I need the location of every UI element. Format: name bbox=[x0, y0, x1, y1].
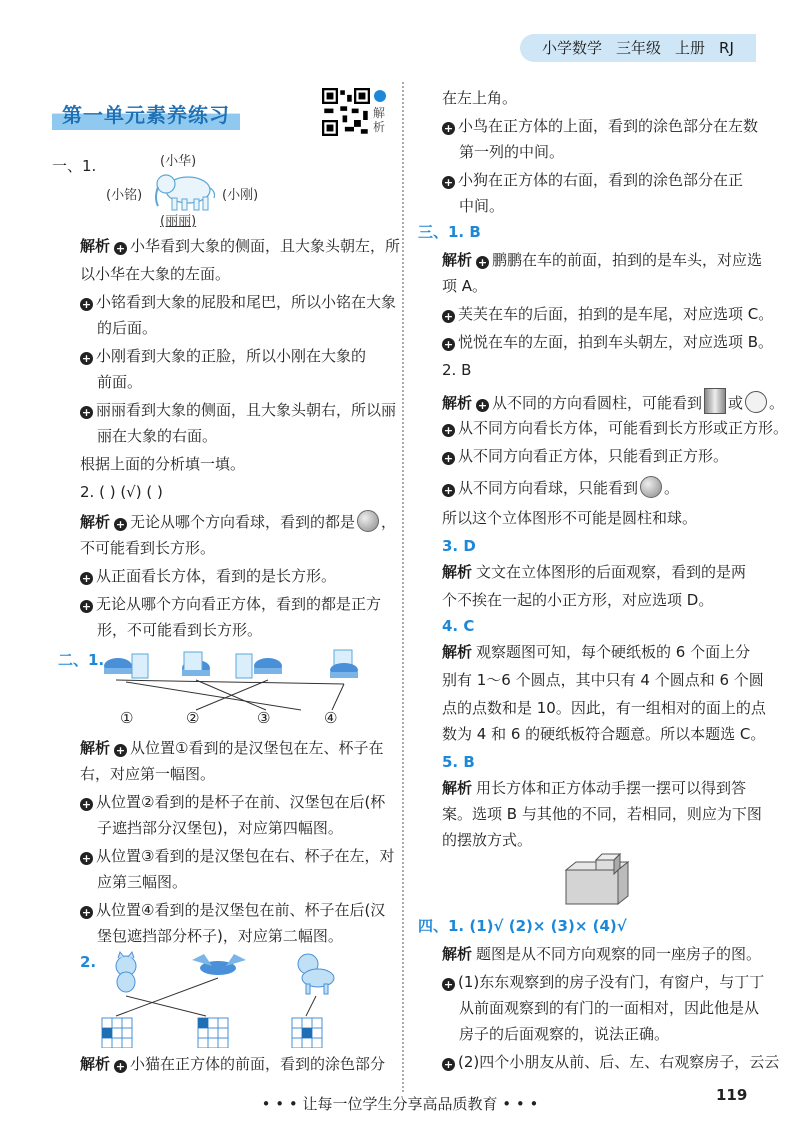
analysis-label: 解析 bbox=[442, 945, 473, 963]
text-line: 堡包遮挡部分杯子)，对应第二幅图。 bbox=[97, 927, 343, 945]
text-line: 从位置④看到的是汉堡包在前、杯子在后(汉 bbox=[96, 901, 386, 919]
text-line: 或 bbox=[728, 394, 744, 412]
burger-cup-matching-figure bbox=[96, 648, 386, 726]
bullet-icon: + bbox=[81, 798, 92, 811]
text-line: 无论从哪个方向看球，看到的都是 bbox=[130, 513, 356, 531]
q3-4-analysis bbox=[442, 642, 750, 662]
sphere-icon bbox=[357, 510, 379, 532]
burger-cup-view-3 bbox=[236, 654, 282, 678]
text-line: (1)东东观察到的房子没有门，有窗户，与丁丁 bbox=[458, 973, 765, 991]
bullet-icon: + bbox=[443, 176, 454, 189]
text-line bbox=[442, 1052, 779, 1072]
text-line: 第一列的中间。 bbox=[459, 143, 565, 161]
position-2: ② bbox=[186, 709, 200, 727]
text-line: 芙芙在车的后面，拍到的是车尾，对应选项 C。 bbox=[458, 305, 774, 323]
header-volume: 上册 bbox=[675, 39, 706, 57]
header-grade: 三年级 bbox=[616, 39, 662, 57]
bullet-icon: + bbox=[443, 484, 454, 497]
circle-icon bbox=[745, 391, 767, 413]
position-1: ① bbox=[120, 709, 134, 727]
text-line: 房子的后面观察的，说法正确。 bbox=[459, 1025, 670, 1043]
bullet-icon: + bbox=[443, 452, 454, 465]
elephant-icon bbox=[152, 170, 218, 212]
bullet-icon: + bbox=[115, 518, 126, 531]
text-line: 在左上角。 bbox=[442, 89, 518, 107]
qr-code-icon[interactable] bbox=[322, 88, 370, 136]
text-line bbox=[80, 594, 381, 614]
text-line: 。 bbox=[769, 394, 785, 412]
position-3: ③ bbox=[257, 709, 271, 727]
text-line: 前面。 bbox=[97, 373, 143, 391]
analysis-label: 解析 bbox=[80, 1055, 111, 1073]
bullet-icon: + bbox=[81, 352, 92, 365]
bird-icon bbox=[192, 954, 246, 975]
cat-icon bbox=[116, 952, 136, 992]
q3-1-label: 三、1. B bbox=[418, 223, 481, 241]
footer-slogan: • • • 让每一位学生分享高品质教育 • • • bbox=[261, 1095, 539, 1113]
answer-text: 2. ( ) (√) ( ) bbox=[80, 483, 163, 501]
label-xiaogang: (小刚) bbox=[222, 188, 259, 203]
rectangle-icon bbox=[704, 388, 726, 414]
text-line: 小铭看到大象的屁股和尾巴，所以小铭在大象 bbox=[96, 293, 397, 311]
text-line: 从位置①看到的是汉堡包在左、杯子在 bbox=[130, 739, 384, 757]
q3-2-label: 2. B bbox=[442, 361, 472, 379]
bullet-icon: + bbox=[81, 600, 92, 613]
text-line: 鹏鹏在车的前面，拍到的是车头，对应选 bbox=[492, 251, 763, 269]
bullet-icon: + bbox=[443, 978, 454, 991]
bullet-icon: + bbox=[81, 298, 92, 311]
analysis-label: 解析 bbox=[442, 394, 473, 412]
text-line bbox=[442, 476, 679, 498]
text-line: 所以这个立体图形不可能是圆柱和球。 bbox=[442, 509, 698, 527]
column-divider bbox=[402, 82, 404, 1092]
q3-5-analysis bbox=[442, 778, 746, 798]
text-line: 从正面看长方体，看到的是长方形。 bbox=[96, 567, 337, 585]
q2-1-label: 二、1. bbox=[58, 651, 105, 669]
text-line: 点的点数和是 10。因此，有一组相对的面上的点 bbox=[442, 699, 766, 717]
bullet-icon: + bbox=[81, 406, 92, 419]
label-xiaohua: (小华) bbox=[160, 154, 197, 169]
bullet-icon: + bbox=[115, 242, 126, 255]
text-line: 观察题图可知，每个硬纸板的 6 个面上分 bbox=[476, 643, 751, 661]
q2-1-analysis bbox=[80, 738, 383, 758]
q3-1-analysis bbox=[442, 250, 762, 270]
page-number: 119 bbox=[716, 1086, 748, 1104]
analysis-label: 解析 bbox=[80, 237, 111, 255]
q3-3-analysis bbox=[442, 562, 746, 582]
text-line: 右，对应第一幅图。 bbox=[80, 765, 216, 783]
text-line bbox=[80, 400, 396, 420]
text-line: 小狗在正方体的右面，看到的涂色部分在正 bbox=[458, 171, 744, 189]
text-line bbox=[80, 846, 394, 866]
text-line: 小华看到大象的侧面，且大象头朝左，所 bbox=[130, 237, 401, 255]
bullet-icon: + bbox=[443, 424, 454, 437]
cube-face-2 bbox=[198, 1018, 228, 1048]
text-line: 小鸟在正方体的上面，看到的涂色部分在左数 bbox=[458, 117, 759, 135]
q2-2-analysis bbox=[80, 1054, 385, 1074]
text-line: 文文在立体图形的后面观察，看到的是两 bbox=[476, 563, 747, 581]
bullet-icon: + bbox=[477, 256, 488, 269]
text-line bbox=[80, 346, 366, 366]
q1-2-label bbox=[80, 482, 163, 502]
bullet-icon: + bbox=[81, 906, 92, 919]
text-line: 用长方体和正方体动手摆一摆可以得到答 bbox=[476, 779, 747, 797]
text-line: 项 A。 bbox=[442, 277, 488, 295]
text-line: 形，不可能看到长方形。 bbox=[97, 621, 263, 639]
text-line bbox=[442, 170, 743, 190]
text-line bbox=[442, 972, 764, 992]
header-bar bbox=[520, 34, 756, 62]
bullet-icon: + bbox=[115, 744, 126, 757]
label-xiaoming: (小铭) bbox=[106, 188, 143, 203]
text-line: 丽在大象的右面。 bbox=[97, 427, 218, 445]
text-line: ， bbox=[381, 513, 397, 531]
bullet-icon: + bbox=[115, 1060, 126, 1073]
analysis-label: 解析 bbox=[80, 513, 111, 531]
animals-cubes-figure bbox=[96, 950, 386, 1048]
text-line bbox=[442, 304, 773, 324]
bullet-icon: + bbox=[443, 310, 454, 323]
bullet-icon: + bbox=[443, 122, 454, 135]
text-line: 案。选项 B 与其他的不同，若相同，则应为下图 bbox=[442, 805, 762, 823]
burger-cup-view-2 bbox=[182, 652, 210, 676]
text-line: 别有 1～6 个圆点，其中只有 4 个圆点和 6 个圆 bbox=[442, 671, 764, 689]
q4-1-label bbox=[418, 916, 627, 936]
text-line: 。 bbox=[664, 479, 680, 497]
q1-1-analysis bbox=[80, 236, 400, 256]
text-line bbox=[442, 116, 758, 136]
header-edition: RJ bbox=[719, 39, 734, 57]
analysis-label: 解析 bbox=[442, 563, 473, 581]
q3-2-analysis bbox=[442, 388, 784, 414]
text-line bbox=[80, 292, 396, 312]
block-arrangement-figure bbox=[562, 852, 632, 906]
text-line: 从不同方向看长方体，可能看到长方形或正方形。 bbox=[458, 419, 789, 437]
text-line: 小猫在正方体的前面，看到的涂色部分 bbox=[130, 1055, 386, 1073]
bullet-icon: + bbox=[81, 852, 92, 865]
text-line bbox=[442, 446, 728, 466]
bullet-icon: + bbox=[443, 1058, 454, 1071]
text-line: 子遮挡部分汉堡包)，对应第四幅图。 bbox=[97, 819, 343, 837]
dog-icon bbox=[298, 954, 334, 994]
bullet-icon: + bbox=[81, 572, 92, 585]
text-line: 的后面。 bbox=[97, 319, 158, 337]
play-icon[interactable] bbox=[374, 90, 386, 102]
text-line: 个不挨在一起的小正方形，对应选项 D。 bbox=[442, 591, 714, 609]
q3-3-label: 3. D bbox=[442, 537, 476, 555]
text-line: 从不同的方向看圆柱，可能看到 bbox=[492, 394, 703, 412]
label-lili: (丽丽) bbox=[160, 214, 197, 229]
text-line: 以小华在大象的左面。 bbox=[80, 265, 231, 283]
bullet-icon: + bbox=[443, 338, 454, 351]
text-line: 数为 4 和 6 的硬纸板符合题意。所以本题选 C。 bbox=[442, 725, 766, 743]
q1-2-analysis bbox=[80, 510, 396, 532]
header-subject: 小学数学 bbox=[542, 39, 603, 57]
text-line: 根据上面的分析填一填。 bbox=[80, 455, 246, 473]
bullet-icon: + bbox=[477, 399, 488, 412]
text-line: 小刚看到大象的正脸，所以小刚在大象的 bbox=[96, 347, 367, 365]
analysis-label: 解析 bbox=[80, 739, 111, 757]
burger-cup-view-1 bbox=[104, 654, 148, 678]
text-line: 从位置③看到的是汉堡包在右、杯子在左，对 bbox=[96, 847, 395, 865]
text-line bbox=[80, 566, 336, 586]
cube-face-3 bbox=[292, 1018, 322, 1048]
text-line bbox=[80, 792, 385, 812]
text-line: 从不同方向看球，只能看到 bbox=[458, 479, 639, 497]
cube-face-1 bbox=[102, 1018, 132, 1048]
position-4: ④ bbox=[324, 709, 338, 727]
text-line: 题图是从不同方向观察的同一座房子的图。 bbox=[476, 945, 762, 963]
text-line: 丽丽看到大象的侧面，且大象头朝右，所以丽 bbox=[96, 401, 397, 419]
text-line bbox=[442, 332, 773, 352]
q2-2-label: 2. bbox=[80, 953, 97, 971]
text-line: 从前面观察到的有门的一面相对，因此他是从 bbox=[459, 999, 760, 1017]
text-line: 悦悦在车的左面，拍到车头朝左，对应选项 B。 bbox=[458, 333, 774, 351]
analysis-label: 解析 bbox=[442, 779, 473, 797]
q3-4-label: 4. C bbox=[442, 617, 475, 635]
q3-5-label: 5. B bbox=[442, 753, 475, 771]
sphere-icon bbox=[640, 476, 662, 498]
answer-text: 四、1. (1)√ (2)× (3)× (4)√ bbox=[418, 917, 627, 935]
text-line: 的摆放方式。 bbox=[442, 831, 533, 849]
text-line: 中间。 bbox=[459, 197, 505, 215]
qr-note: 解析 bbox=[373, 106, 386, 134]
text-line: 不可能看到长方形。 bbox=[80, 539, 216, 557]
analysis-label: 解析 bbox=[442, 251, 473, 269]
q1-1-label: 一、1. bbox=[52, 157, 97, 175]
text-line: 无论从哪个方向看正方体，看到的都是正方 bbox=[96, 595, 382, 613]
text-line bbox=[442, 418, 788, 438]
page-title: 第一单元素养练习 bbox=[52, 100, 240, 130]
q4-1-analysis bbox=[442, 944, 761, 964]
text-line: 应第三幅图。 bbox=[97, 873, 188, 891]
burger-cup-view-4 bbox=[330, 650, 358, 678]
text-line: 从不同方向看正方体，只能看到正方形。 bbox=[458, 447, 729, 465]
text-line bbox=[80, 900, 385, 920]
analysis-label: 解析 bbox=[442, 643, 473, 661]
text-line: (2)四个小朋友从前、后、左、右观察房子，云云 bbox=[458, 1053, 780, 1071]
text-line: 从位置②看到的是杯子在前、汉堡包在后(杯 bbox=[96, 793, 386, 811]
